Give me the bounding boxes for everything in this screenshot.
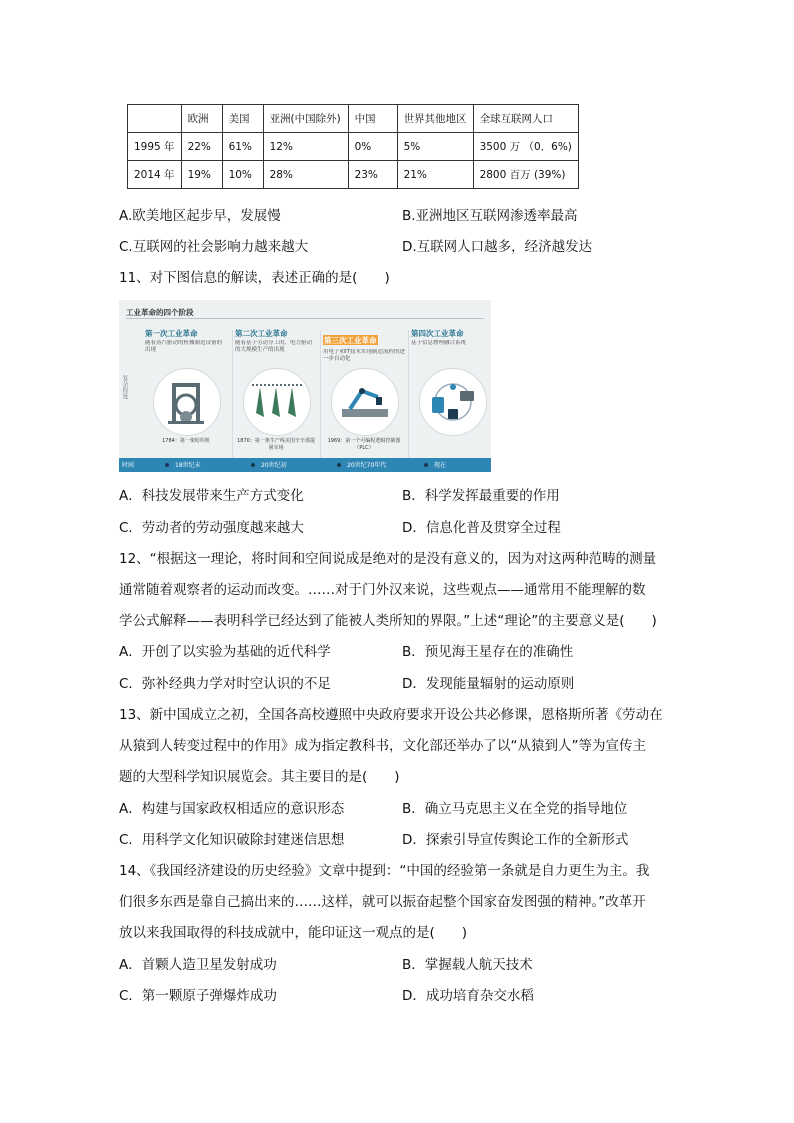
timeline-label: 20世纪初 [261, 462, 287, 469]
q12-option-a: A．开创了以实验为基础的近代科学 [119, 644, 331, 660]
timeline-label: 现在 [434, 462, 447, 469]
table-cell: 全球互联网人口 [473, 105, 578, 133]
table-cell: 19% [181, 161, 222, 189]
q12-option-b: B．预见海王星存在的准确性 [402, 644, 574, 660]
stage-heading: 第三次工业革命 [324, 336, 377, 345]
figure-title: 工业革命的四个阶段 [126, 308, 194, 317]
table-cell: 世界其他地区 [397, 105, 473, 133]
timeline-dot [337, 463, 341, 467]
q11-option-c: C．劳动者的劳动强度越来越大 [119, 520, 304, 536]
assembly-line-icon [243, 368, 311, 436]
timeline-label: 20世纪70年代 [347, 462, 387, 469]
table-cell: 中国 [348, 105, 397, 133]
table-cell: 28% [263, 161, 348, 189]
timeline-label: 18世纪末 [175, 462, 201, 469]
stage-caption: 1870：第一条生产线美国辛辛那提屠宰场 [237, 438, 315, 451]
q11-option-a: A．科技发展带来生产方式变化 [119, 488, 304, 504]
q13-option-c: C．用科学文化知识破除封建迷信思想 [119, 832, 345, 848]
figure-side-label: 复杂程度 [121, 375, 128, 399]
q11-option-d: D．信息化普及贯穿全过程 [402, 520, 561, 536]
table-cell: 欧洲 [181, 105, 222, 133]
q11-stem: 11、对下图信息的解读，表述正确的是( ) [119, 270, 390, 286]
timeline-dot [165, 463, 169, 467]
table-cell: 5% [397, 133, 473, 161]
table-row [128, 133, 579, 161]
q13-option-d: D．探索引导宣传舆论工作的全新形式 [402, 832, 629, 848]
stage-description: 用电子和IT技术实现制造流程的进一步自动化 [323, 349, 405, 362]
q12-stem-line: 通常随着观察者的运动而改变。……对于门外汉来说，这些观点——通常用不能理解的数 [119, 582, 646, 598]
q14-option-a: A．首颗人造卫星发射成功 [119, 957, 277, 973]
q13-stem-line: 题的大型科学知识展览会。其主要目的是( ) [119, 769, 400, 785]
internet-population-table [127, 104, 579, 189]
stage-heading: 第二次工业革命 [235, 329, 288, 338]
divider [320, 330, 321, 458]
q14-option-b: B．掌握载人航天技术 [402, 957, 533, 973]
table-cell: 亚洲(中国除外) [263, 105, 348, 133]
stage-1 [145, 328, 227, 458]
stage-4 [411, 328, 491, 458]
table-cell: 22% [181, 133, 222, 161]
table-cell: 2014 年 [128, 161, 182, 189]
network-devices-icon [419, 368, 487, 436]
table-cell [128, 105, 182, 133]
table-cell: 2800 百万 (39%) [473, 161, 578, 189]
loom-icon [153, 368, 221, 436]
table-cell: 美国 [222, 105, 263, 133]
stage-caption: 1969：第一个可编程逻辑控制器（PLC） [327, 438, 401, 451]
stage-description: 随着基于劳动分工的、电力驱动的大规模生产的出现 [235, 340, 313, 353]
q14-stem-line: 放以来我国取得的科技成就中，能印证这一观点的是( ) [119, 925, 468, 941]
stage-description: 随着蒸汽驱动的机械制造设备的出现 [145, 340, 223, 353]
q13-option-b: B．确立马克思主义在全党的指导地位 [402, 801, 628, 817]
industrial-revolution-figure [119, 300, 491, 472]
stage-2 [235, 328, 317, 458]
q10-option-c: C.互联网的社会影响力越来越大 [119, 239, 309, 255]
table-cell: 21% [397, 161, 473, 189]
table-header-row [128, 105, 579, 133]
divider [232, 330, 233, 458]
q13-stem-line: 从猿到人转变过程中的作用》成为指定教科书，文化部还举办了以“从猿到人”等为宣传主 [119, 738, 646, 754]
timeline-label: 时间 [122, 462, 135, 469]
table-cell: 0% [348, 133, 397, 161]
table-cell: 12% [263, 133, 348, 161]
table-row [128, 161, 579, 189]
q13-option-a: A．构建与国家政权相适应的意识形态 [119, 801, 345, 817]
table-cell: 10% [222, 161, 263, 189]
stage-heading: 第一次工业革命 [145, 329, 198, 338]
table-cell: 61% [222, 133, 263, 161]
table-cell: 23% [348, 161, 397, 189]
q14-option-c: C．第一颗原子弹爆炸成功 [119, 988, 277, 1004]
q12-stem-line: 12、“根据这一理论，将时间和空间说成是绝对的是没有意义的，因为对这两种范畴的测量 [119, 551, 657, 567]
q11-option-b: B．科学发挥最重要的作用 [402, 488, 560, 504]
divider [126, 318, 484, 319]
q10-option-a: A.欧美地区起步早，发展慢 [119, 208, 281, 224]
stage-caption: 1784：第一架纺织机 [162, 438, 210, 444]
q14-stem-line: 14、《我国经济建设的历史经验》文章中提到：“中国的经验第一条就是自力更生为主。我 [119, 863, 650, 879]
q12-stem-line: 学公式解释——表明科学已经达到了能被人类所知的界限。”上述“理论”的主要意义是( ) [119, 613, 657, 629]
divider [408, 330, 409, 458]
stage-3 [323, 328, 405, 458]
timeline-bar [119, 458, 491, 472]
q14-option-d: D．成功培育杂交水稻 [402, 988, 534, 1004]
q10-option-b: B.亚洲地区互联网渗透率最高 [402, 208, 578, 224]
timeline-dot [424, 463, 428, 467]
q13-stem-line: 13、新中国成立之初，全国各高校遵照中央政府要求开设公共必修课，恩格斯所著《劳动在 [119, 707, 663, 723]
timeline-dot [251, 463, 255, 467]
stage-description: 基于信息物理融合系统 [411, 340, 467, 346]
q14-stem-line: 们很多东西是靠自己搞出来的……这样，就可以振奋起整个国家奋发图强的精神。”改革开 [119, 894, 646, 910]
table-cell: 1995 年 [128, 133, 182, 161]
q10-option-d: D.互联网人口越多，经济越发达 [402, 239, 593, 255]
robot-arm-icon [331, 368, 399, 436]
q12-option-d: D．发现能量辐射的运动原则 [402, 676, 575, 692]
table-cell: 3500 万 （0．6%) [473, 133, 578, 161]
stage-heading: 第四次工业革命 [411, 329, 464, 338]
q12-option-c: C．弥补经典力学对时空认识的不足 [119, 676, 331, 692]
